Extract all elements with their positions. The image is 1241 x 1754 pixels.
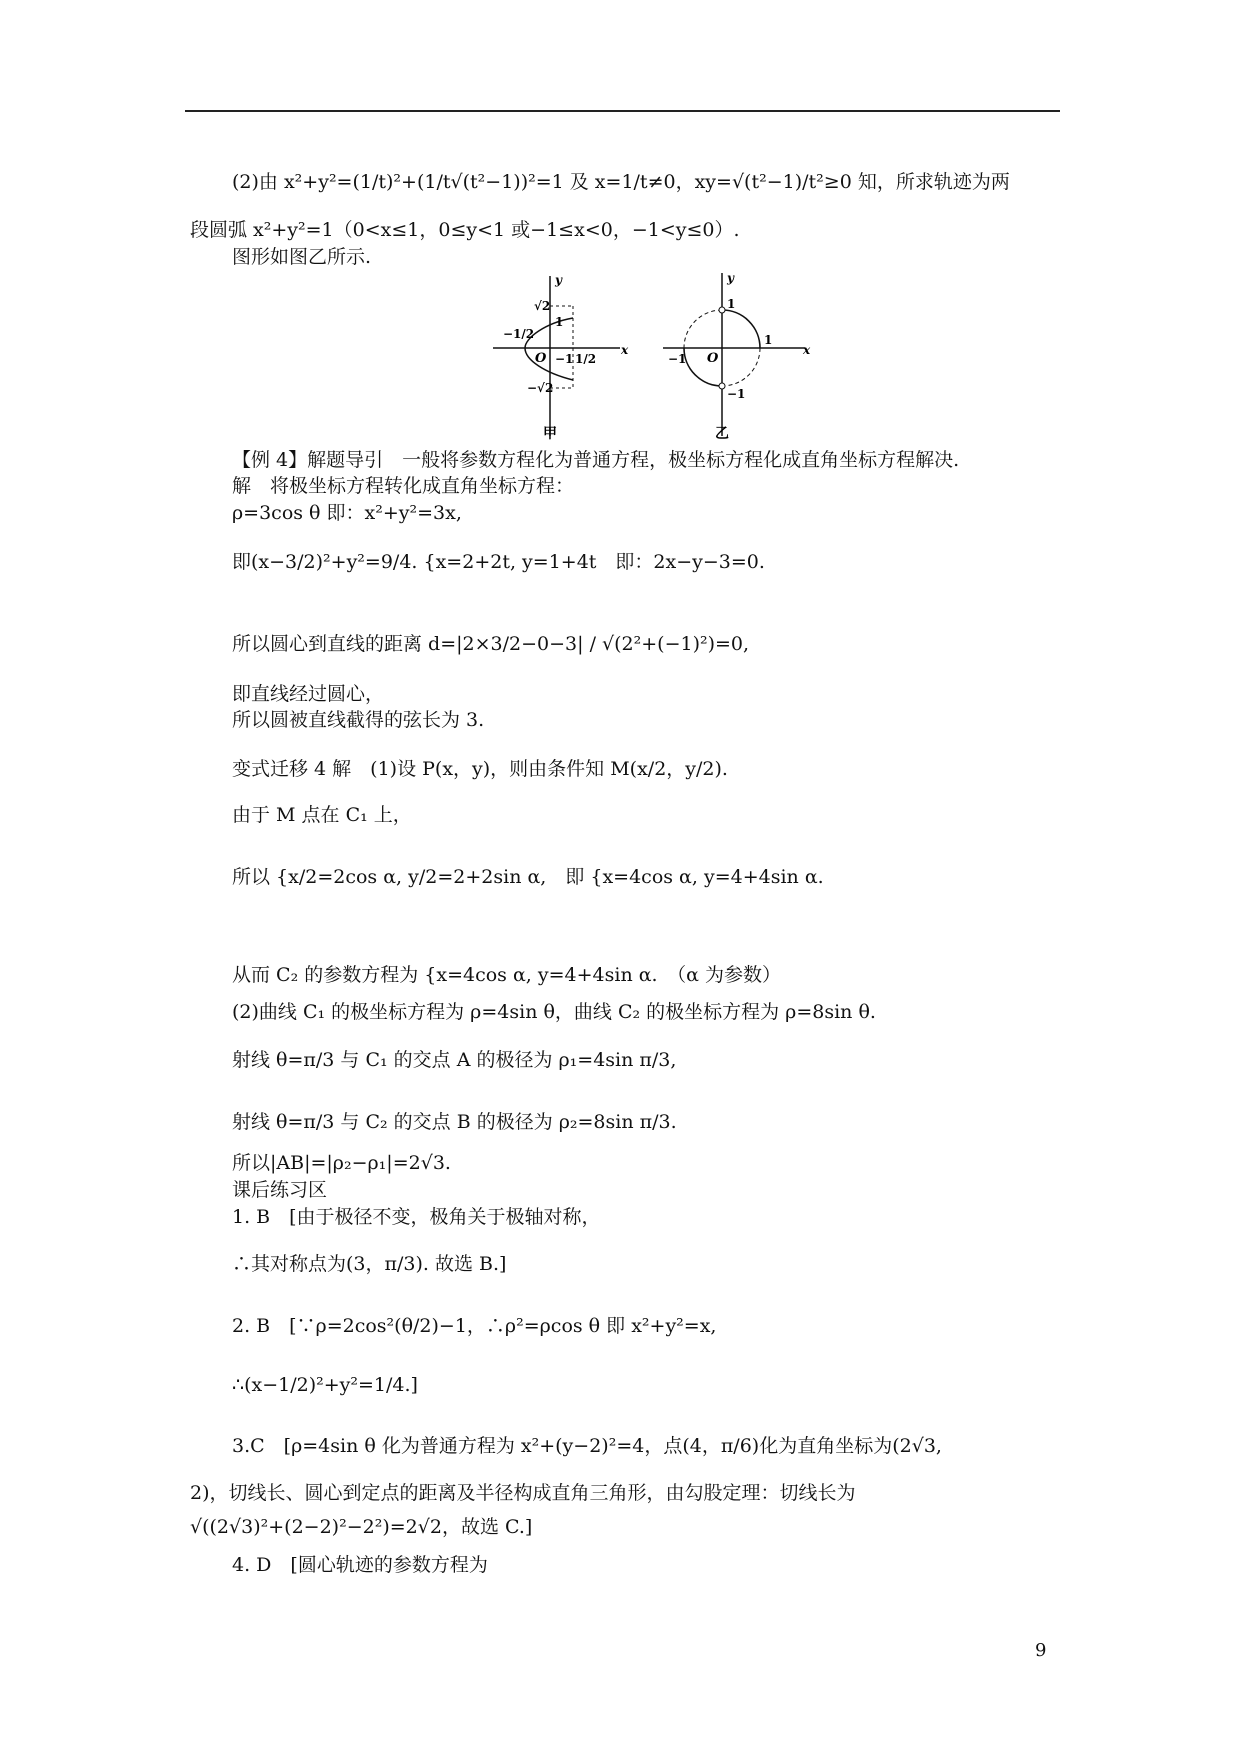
yi-origin-label: O [707,351,719,366]
yi-arc-solid-right [722,310,760,348]
yi-axis-y-label: y [727,271,734,285]
yi-open-point-bottom [719,383,725,389]
text-line: 段圆弧 x²+y²=1（0<x≤1，0≤y<1 或−1≤x<0，−1<y≤0）. [190,219,740,241]
jia-label-neg-sqrt2: −√2 [527,381,554,395]
page-number: 9 [1035,1640,1047,1661]
text-line: 变式迁移 4 解 (1)设 P(x，y)，则由条件知 M(x/2，y/2). [232,758,728,780]
text-line: 即(x−3/2)²+y²=9/4. {x=2+2t, y=1+4t 即：2x−y−3=0. [232,551,765,573]
header-rule [185,110,1060,112]
text-line: 即直线经过圆心， [232,683,385,705]
jia-caption: 甲 [543,426,557,442]
jia-axis-x-label: x [621,343,629,357]
text-line: 所以圆心到直线的距离 d=|2×3/2−0−3| / √(2²+(−1)²)=0, [232,633,750,655]
yi-label-left: −1 [668,352,687,366]
jia-axis-y-label: y [555,273,562,287]
text-line: 【例 4】解题导引 一般将参数方程化为普通方程，极坐标方程化成直角坐标方程解决. [232,449,960,471]
yi-arc-dashed-left [684,310,722,348]
text-line: ∴其对称点为(3，π/3). 故选 B.] [232,1253,507,1275]
text-line: 射线 θ=π/3 与 C₂ 的交点 B 的极径为 ρ₂=8sin π/3. [232,1111,677,1133]
text-line: 4. D [圆心轨迹的参数方程为 [232,1554,488,1576]
text-line: 所以|AB|=|ρ₂−ρ₁|=2√3. [232,1152,451,1174]
jia-origin-label: O [535,351,547,366]
text-line: 3.C [ρ=4sin θ 化为普通方程为 x²+(y−2)²=4，点(4，π/6)化为直角坐标为(2√3, [232,1435,942,1457]
text-line: 解 将极坐标方程转化成直角坐标方程： [232,475,575,497]
text-line: 课后练习区 [232,1179,328,1201]
text-line: (2)曲线 C₁ 的极坐标方程为 ρ=4sin θ，曲线 C₂ 的极坐标方程为 ρ=8sin θ. [232,1001,876,1023]
yi-label-bottom: −1 [727,387,746,401]
jia-label-neg-half: −1/2 [503,327,535,341]
figures [485,268,815,448]
text-line: 所以圆被直线截得的弦长为 3. [232,709,485,731]
figure-yi [663,271,811,442]
jia-label-sqrt2: √2 [534,299,551,313]
text-line: 图形如图乙所示. [232,246,372,268]
yi-axis-x-label: x [803,343,811,357]
yi-label-top: 1 [727,297,736,311]
text-line: 所以 {x/2=2cos α, y/2=2+2sin α, 即 {x=4cos α, y=4+4sin α. [232,866,824,888]
text-line: 射线 θ=π/3 与 C₁ 的交点 A 的极径为 ρ₁=4sin π/3, [232,1049,677,1071]
yi-label-right: 1 [764,333,773,347]
jia-label-half: 1/2 [575,352,597,366]
text-line: (2)由 x²+y²=(1/t)²+(1/t√(t²−1))²=1 及 x=1/t≠0，xy=√(t²−1)/t²≥0 知，所求轨迹为两 [232,171,1010,193]
text-line: √((2√3)²+(2−2)²−2²)=2√2，故选 C.] [190,1516,533,1538]
figure-jia [493,273,629,442]
yi-caption: 乙 [715,426,729,442]
jia-label-neg-one: −1 [555,352,574,366]
text-line: 2)，切线长、圆心到定点的距离及半径构成直角三角形，由勾股定理：切线长为 [190,1482,856,1504]
text-line: 2. B [∵ρ=2cos²(θ/2)−1，∴ρ²=ρcos θ 即 x²+y²=x, [232,1315,717,1337]
yi-open-point-top [719,307,725,313]
yi-arc-dashed-right [722,348,760,386]
jia-label-one: 1 [555,315,564,329]
text-line: 从而 C₂ 的参数方程为 {x=4cos α, y=4+4sin α. （α 为参数） [232,964,781,986]
text-line: ∴(x−1/2)²+y²=1/4.] [232,1374,418,1396]
text-line: 1. B [由于极径不变，极角关于极轴对称， [232,1206,601,1228]
text-line: 由于 M 点在 C₁ 上， [232,804,412,826]
text-line: ρ=3cos θ 即：x²+y²=3x, [232,502,462,524]
